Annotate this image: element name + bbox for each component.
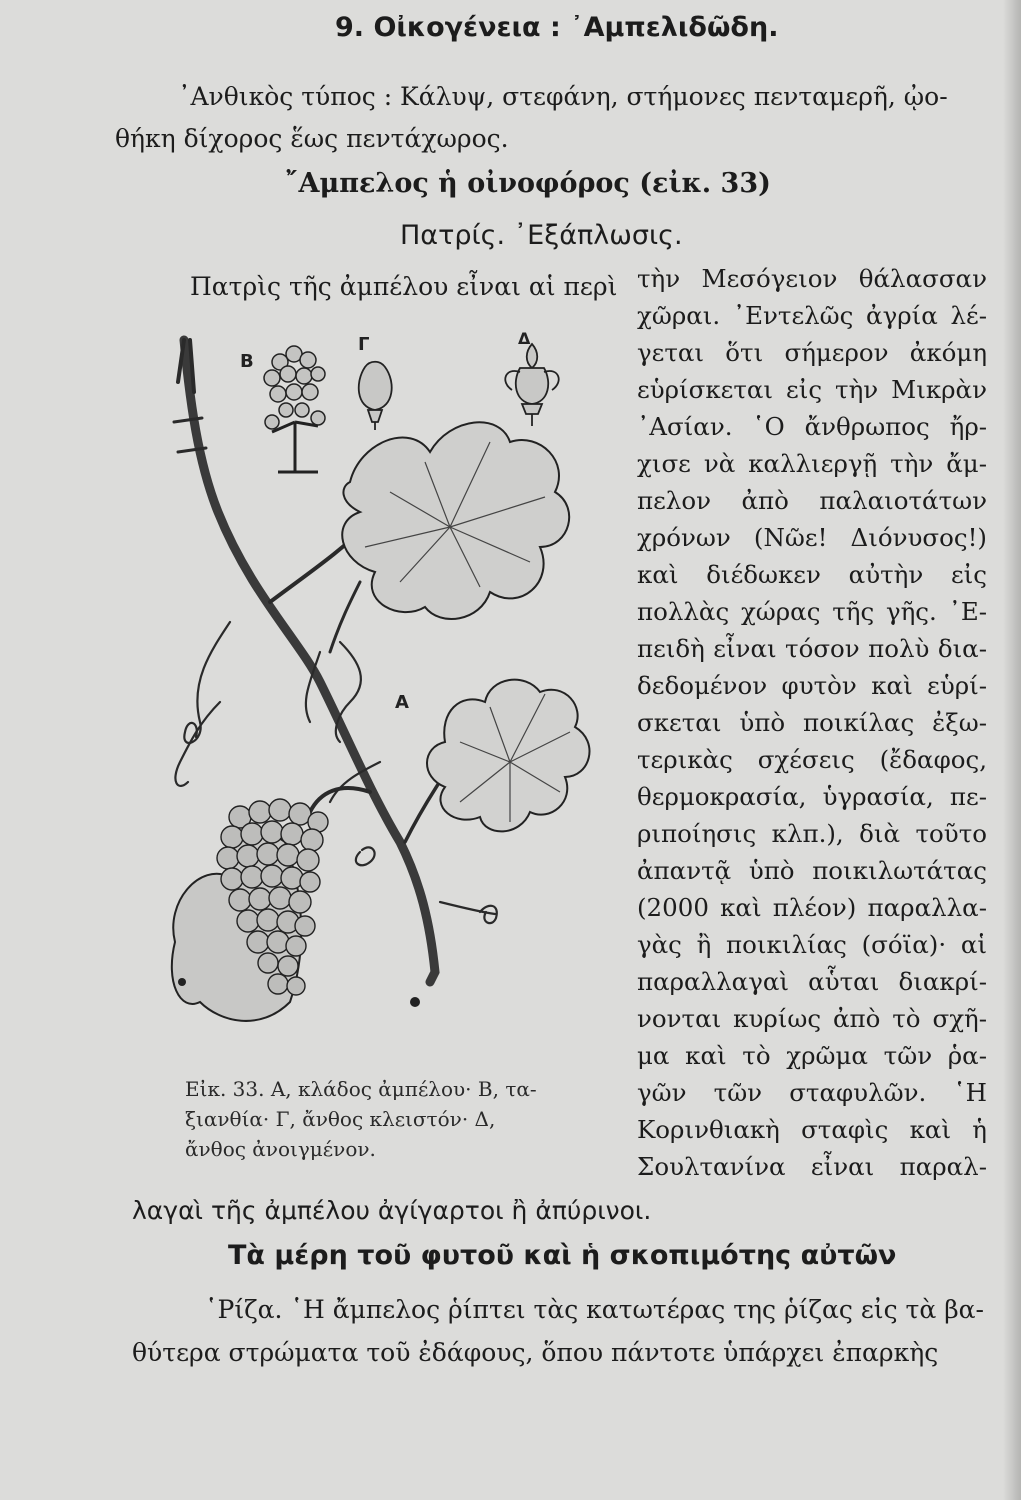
species-title: ῎Αμπελος ἡ οἰνοφόρος (εἰκ. 33) [285, 168, 771, 199]
column-line: γὰς ἢ ποικιλίας (σόϊα)· αἱ [637, 930, 987, 959]
root-paragraph-line-1: ῾Ρίζα. ῾Η ἄμπελος ῥίπτει τὰς κατωτέρας της ῥίζας εἰς τὰ βα- [205, 1295, 984, 1324]
figure-caption [185, 1074, 537, 1164]
figure-label-d: Δ [518, 329, 531, 348]
column-line: ᾿Ασίαν. ῾Ο ἄνθρωπος ἤρ- [637, 412, 987, 441]
page-edge-shadow [1003, 0, 1021, 1500]
column-line: χισε νὰ καλλιεργῇ τὴν ἄμ- [637, 449, 987, 478]
caption-line: ἄνθος ἀνοιγμένον. [185, 1137, 376, 1161]
column-line: εὑρίσκεται εἰς τὴν Μικρὰν [637, 375, 987, 404]
column-line: Κορινθιακὴ σταφὶς καὶ ἡ [637, 1115, 987, 1144]
column-line: γεται ὅτι σήμερον ἀκόμη [637, 338, 987, 367]
column-line: δεδομένον φυτὸν καὶ εὑρί- [637, 671, 987, 700]
intro-line-2: θήκη δίχορος ἕως πεντάχωρος. [115, 124, 509, 153]
column-line: (2000 καὶ πλέον) παραλλα- [637, 893, 987, 922]
column-line: σκεται ὑπὸ ποικίλας ἐξω- [637, 708, 987, 737]
column-line: νονται κυρίως ἀπὸ τὸ σχῆ- [637, 1004, 987, 1033]
column-line: παραλλαγαὶ αὗται διακρί- [637, 967, 987, 996]
column-line: πελον ἀπὸ παλαιοτάτων [637, 486, 987, 515]
inflorescence-inset [264, 346, 325, 429]
figure-label-a: Α [395, 692, 409, 713]
open-flower-inset [505, 344, 558, 426]
column-line: Σουλτανίνα εἶναι παραλ- [637, 1152, 987, 1181]
column-line: πειδὴ εἶναι τόσον πολὺ δια- [637, 634, 987, 663]
continuation-line: λαγαὶ τῆς ἀμπέλου ἀγίγαρτοι ἢ ἀπύρινοι. [132, 1196, 652, 1225]
column-line: θερμοκρασία, ὑγρασία, πε- [637, 782, 987, 811]
figure-label-b: Β [240, 351, 254, 372]
column-line: μα καὶ τὸ χρῶμα τῶν ῥα- [637, 1041, 987, 1070]
column-line: καὶ διέδωκεν αὐτὴν εἰς [637, 560, 987, 589]
paragraph-first-line: Πατρὶς τῆς ἀμπέλου εἶναι αἱ περὶ [190, 272, 618, 301]
chapter-title: 9. Οἰκογένεια : ᾿Αμπελιδῶδη. [335, 12, 779, 43]
column-line: πολλὰς χώρας τῆς γῆς. ᾿Ε- [637, 597, 987, 626]
caption-line: ξιανθία· Γ, ἄνθος κλειστόν· Δ, [185, 1107, 496, 1131]
column-line: τὴν Μεσόγειον θάλασσαν [637, 264, 987, 293]
column-line: τερικὰς σχέσεις (ἔδαφος, [637, 745, 987, 774]
grapevine-illustration [160, 322, 630, 1062]
column-line: χρόνων (Νῶε! Διόνυσος!) [637, 523, 987, 552]
section-subheading: Πατρίς. ᾿Εξάπλωσις. [400, 220, 683, 251]
column-line: γῶν τῶν σταφυλῶν. ῾Η [637, 1078, 987, 1107]
closed-flower-inset [359, 362, 392, 430]
column-line: ριποίησις κλπ.), διὰ τοῦτο [637, 819, 987, 848]
caption-line: Εἰκ. 33. Α, κλάδος ἀμπέλου· Β, τα- [185, 1077, 537, 1101]
intro-line-1: ᾿Ανθικὸς τύπος : Κάλυψ, στεφάνη, στήμονες πενταμερῆ, ᾠο- [178, 82, 948, 111]
column-line: χῶραι. ᾿Εντελῶς ἀγρία λέ- [637, 301, 987, 330]
column-line: ἀπαντᾷ ὑπὸ ποικιλωτάτας [637, 856, 987, 885]
root-paragraph-line-2: θύτερα στρώματα τοῦ ἐδάφους, ὅπου πάντοτε ὑπάρχει ἐπαρκὴς [132, 1338, 939, 1367]
section-heading: Τὰ μέρη τοῦ φυτοῦ καὶ ἡ σκοπιμότης αὐτῶν [228, 1240, 897, 1271]
figure-label-g: Γ [358, 334, 370, 355]
